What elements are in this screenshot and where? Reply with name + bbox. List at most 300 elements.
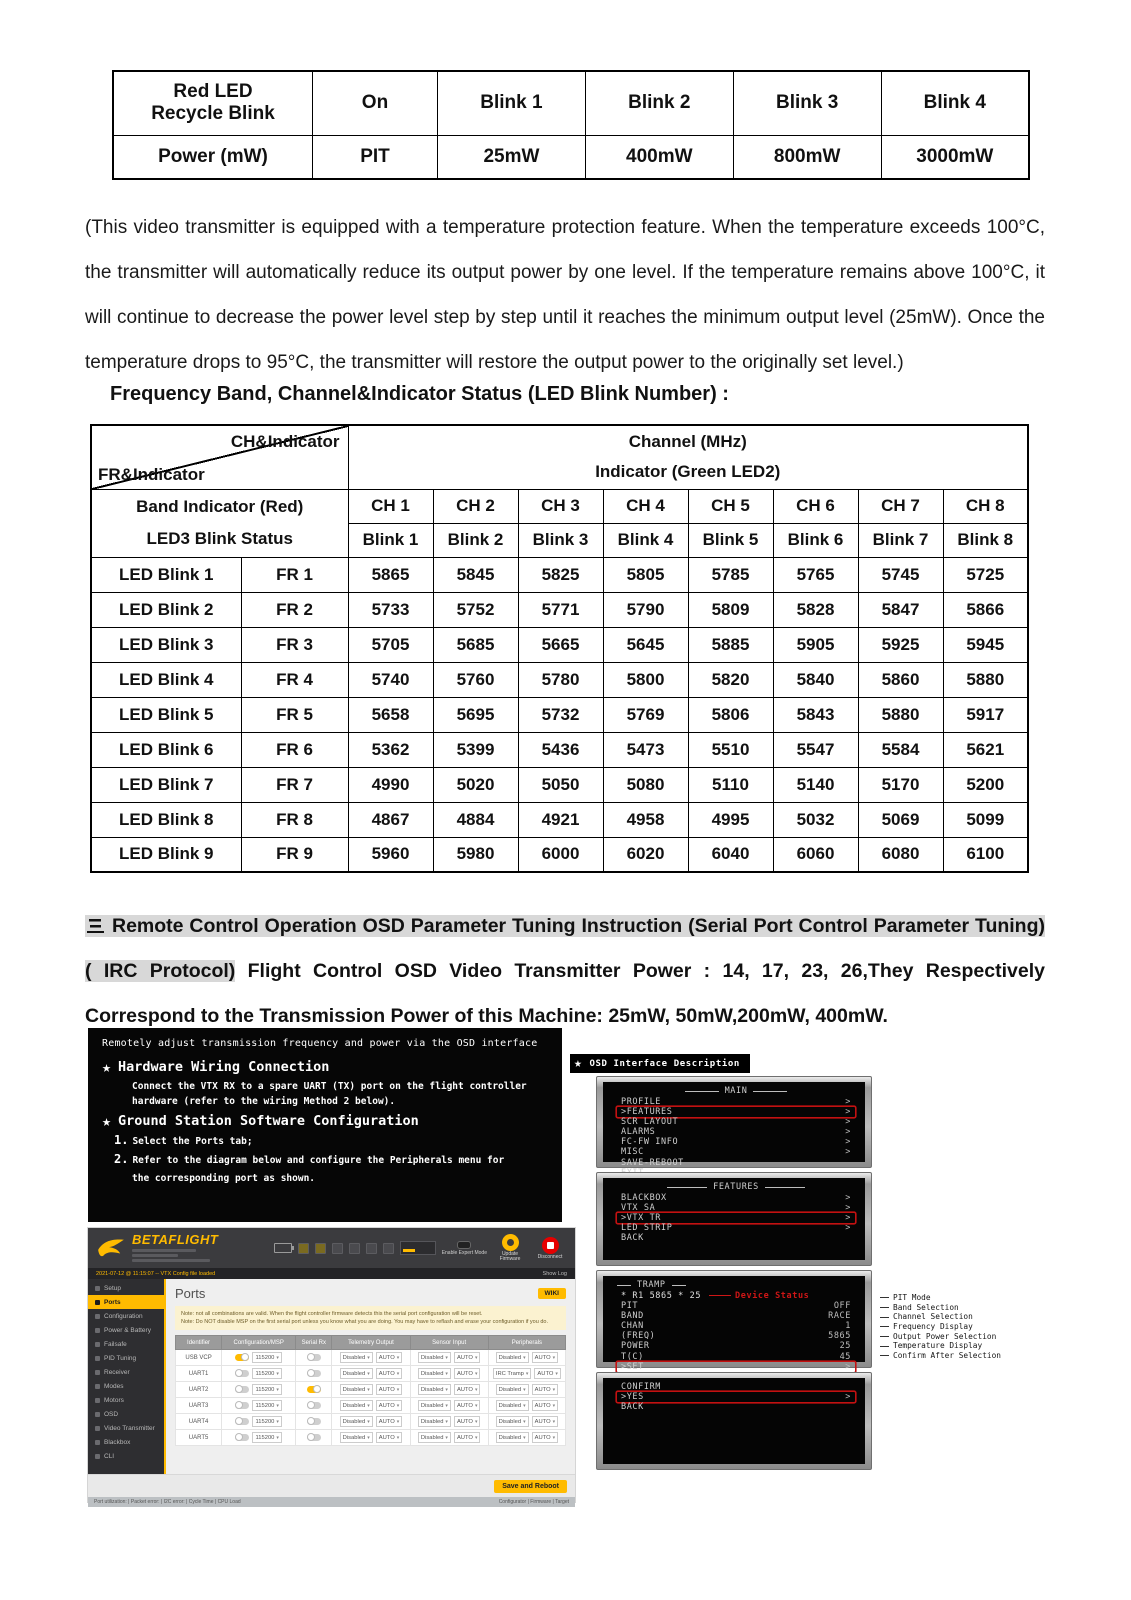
- caret-down-icon: ▾: [552, 1434, 556, 1441]
- frequency-cell: 5110: [688, 767, 773, 802]
- port-telemetry-cell: [332, 1414, 410, 1430]
- caret-down-icon: ▾: [523, 1354, 526, 1361]
- sensor-select[interactable]: [418, 1368, 451, 1379]
- frequency-cell: 5860: [858, 662, 943, 697]
- annotation-connector-line: [880, 1326, 889, 1327]
- frequency-cell: 4884: [433, 802, 518, 837]
- guide-groundstation-title: [102, 1113, 562, 1129]
- sensor-select-value: Disabled: [420, 1418, 444, 1425]
- caret-down-icon: ▾: [276, 1386, 279, 1393]
- serial-rx-cell: [296, 1430, 332, 1446]
- fr-band-cell: FR 6: [241, 732, 348, 767]
- frequency-cell: 5362: [348, 732, 433, 767]
- channel-header-line2: Indicator (Green LED2): [595, 462, 781, 482]
- freq-table-row: [91, 802, 1028, 837]
- osd-menu-item[interactable]: [617, 1147, 855, 1157]
- toggle-knob: [307, 1433, 315, 1441]
- freq-blink-header: Blink 8: [943, 523, 1028, 557]
- frequency-cell: 5050: [518, 767, 603, 802]
- osd-item-label: CONFIRM: [621, 1382, 662, 1392]
- sensor-baud-select[interactable]: [454, 1368, 481, 1379]
- peripherals-select-value: Disabled: [498, 1434, 522, 1441]
- peripherals-baud-select[interactable]: [532, 1352, 559, 1363]
- sensor-baud-select-value: AUTO: [456, 1418, 473, 1425]
- sensor-select[interactable]: [418, 1416, 451, 1427]
- power-value-cell: 25mW: [438, 135, 586, 179]
- baud-select[interactable]: [252, 1432, 281, 1443]
- osd-item-label: SCR LAYOUT: [621, 1116, 679, 1127]
- frequency-cell: 5695: [433, 697, 518, 732]
- caret-down-icon: ▾: [276, 1354, 279, 1361]
- peripherals-select[interactable]: [496, 1400, 529, 1411]
- fr-band-cell: FR 8: [241, 802, 348, 837]
- telemetry-baud-select[interactable]: [376, 1352, 403, 1363]
- ports-table-header: [176, 1336, 566, 1350]
- frequency-cell: 5771: [518, 592, 603, 627]
- section3-highlight-text: Remote Control Operation OSD Parameter Tuning Instruction (Serial Port Control Parameter Tuning) ( IRC Protocol): [85, 914, 1045, 982]
- peripherals-select-value: IRC Tramp: [495, 1370, 524, 1377]
- frequency-cell: 5843: [773, 697, 858, 732]
- freq-blink-header: Blink 1: [348, 523, 433, 557]
- ports-notes-box: [175, 1306, 566, 1330]
- betaflight-window: [88, 1228, 575, 1505]
- baud-select[interactable]: [252, 1400, 281, 1411]
- sidebar-item-icon: [95, 1398, 100, 1403]
- telemetry-baud-select[interactable]: [376, 1400, 403, 1411]
- frequency-cell: 6000: [518, 837, 603, 872]
- guide-intro: Remotely adjust transmission frequency and power via the OSD interface: [102, 1038, 538, 1049]
- baud-select[interactable]: [252, 1352, 281, 1363]
- frequency-cell: 5473: [603, 732, 688, 767]
- freq-table-row: [91, 697, 1028, 732]
- peripherals-baud-select-value: AUTO: [534, 1354, 551, 1361]
- betaflight-header: [88, 1228, 575, 1268]
- caret-down-icon: ▾: [523, 1418, 526, 1425]
- osd-menu-item[interactable]: [617, 1097, 855, 1107]
- osd-menu-item[interactable]: [617, 1382, 855, 1392]
- osd-item-value: >: [845, 1361, 851, 1372]
- telemetry-select[interactable]: [340, 1352, 373, 1363]
- save-and-reboot-button[interactable]: Save and Reboot: [494, 1480, 567, 1493]
- peripherals-baud-select-value: AUTO: [534, 1402, 551, 1409]
- port-sensor-cell: [410, 1366, 488, 1382]
- led-blink-cell: LED Blink 3: [91, 627, 241, 662]
- power-table-power-row: [113, 135, 1029, 179]
- guide-hardware-title: [102, 1059, 562, 1075]
- port-peripherals-cell: [488, 1430, 565, 1446]
- osd-interface-label-text: OSD Interface Description: [589, 1058, 740, 1069]
- port-config-cell: [222, 1398, 296, 1414]
- frequency-cell: 5705: [348, 627, 433, 662]
- baud-select-value: 115200: [255, 1434, 275, 1441]
- power-value-cell: PIT: [313, 135, 438, 179]
- led-blink-cell: LED Blink 1: [91, 557, 241, 592]
- freq-table-row: [91, 627, 1028, 662]
- peripherals-baud-select[interactable]: [532, 1384, 559, 1395]
- tramp-annotation: [880, 1332, 1001, 1342]
- osd-menu-item[interactable]: [617, 1127, 855, 1137]
- osd-menu-item[interactable]: [617, 1117, 855, 1127]
- frequency-cell: 5685: [433, 627, 518, 662]
- sidebar-item-blackbox[interactable]: [88, 1435, 164, 1449]
- sensor-select-value: Disabled: [420, 1354, 444, 1361]
- sidebar-item-motors[interactable]: [88, 1393, 164, 1407]
- power-state-cell: Blink 3: [733, 71, 881, 135]
- tramp-annotation: [880, 1293, 1001, 1303]
- port-peripherals-cell: [488, 1350, 565, 1366]
- betaflight-main: [166, 1279, 575, 1474]
- osd-menu-item[interactable]: [617, 1137, 855, 1147]
- sidebar-item-label: OSD: [104, 1410, 119, 1418]
- ports-table-body: [176, 1350, 566, 1446]
- sidebar-item-label: Failsafe: [104, 1340, 127, 1348]
- osd-menu-item[interactable]: [617, 1213, 855, 1223]
- freq-ch-header: CH 5: [688, 489, 773, 523]
- frequency-cell: 5733: [348, 592, 433, 627]
- osd-menu-item[interactable]: [617, 1301, 855, 1311]
- ports-table-row: [176, 1366, 566, 1382]
- frequency-cell: 5865: [348, 557, 433, 592]
- telemetry-select[interactable]: [340, 1400, 373, 1411]
- sidebar-item-icon: [95, 1314, 100, 1319]
- dash-line: [753, 1091, 787, 1092]
- peripherals-select[interactable]: [496, 1352, 529, 1363]
- port-sensor-cell: [410, 1350, 488, 1366]
- osd-menu-item[interactable]: [617, 1223, 855, 1233]
- telemetry-baud-select[interactable]: [376, 1432, 403, 1443]
- sensor-baud-select[interactable]: [454, 1432, 481, 1443]
- subtext-bar: [132, 1254, 178, 1257]
- port-telemetry-cell: [332, 1430, 410, 1446]
- annotation-text: Confirm After Selection: [893, 1351, 1001, 1361]
- frequency-cell: 6060: [773, 837, 858, 872]
- sensor-select[interactable]: [418, 1432, 451, 1443]
- toggle-knob: [307, 1401, 315, 1409]
- channel-header-line1: Channel (MHz): [628, 432, 747, 452]
- sensor-baud-select[interactable]: [454, 1352, 481, 1363]
- peripherals-baud-select[interactable]: [532, 1416, 559, 1427]
- sidebar-item-failsafe[interactable]: [88, 1337, 164, 1351]
- osd-item-label: CHAN: [621, 1321, 644, 1332]
- tramp-annotation: [880, 1351, 1001, 1361]
- telemetry-select-value: Disabled: [342, 1418, 366, 1425]
- frequency-cell: 5658: [348, 697, 433, 732]
- freq-ch-header: CH 8: [943, 489, 1028, 523]
- port-peripherals-cell: [488, 1366, 565, 1382]
- frequency-cell: 5732: [518, 697, 603, 732]
- telemetry-baud-select[interactable]: [376, 1416, 403, 1427]
- serial-rx-toggle[interactable]: [307, 1434, 321, 1441]
- sidebar-item-power-battery[interactable]: [88, 1323, 164, 1337]
- osd-screen-confirm: [603, 1378, 865, 1464]
- frequency-cell: 5790: [603, 592, 688, 627]
- show-log-button[interactable]: Show Log: [542, 1270, 567, 1277]
- osd-monitor-confirm: [596, 1372, 872, 1470]
- peripherals-select-value: Disabled: [498, 1418, 522, 1425]
- sidebar-item-pid-tuning[interactable]: [88, 1351, 164, 1365]
- frequency-cell: 4990: [348, 767, 433, 802]
- osd-tramp-title-text: TRAMP: [637, 1280, 666, 1290]
- serial-rx-toggle[interactable]: [307, 1418, 321, 1425]
- sidebar-item-video-transmitter[interactable]: [88, 1421, 164, 1435]
- fr-band-cell: FR 3: [241, 627, 348, 662]
- sidebar-item-icon: [95, 1454, 100, 1459]
- sidebar-item-setup[interactable]: [88, 1281, 164, 1295]
- osd-item-label: SAVE-REBOOT: [621, 1157, 684, 1168]
- led-blink-cell: LED Blink 5: [91, 697, 241, 732]
- update-firmware-button[interactable]: [493, 1234, 527, 1262]
- osd-menu-item[interactable]: [617, 1107, 855, 1117]
- sidebar-item-modes[interactable]: [88, 1379, 164, 1393]
- power-state-cell: Blink 1: [438, 71, 586, 135]
- peripherals-select[interactable]: [493, 1368, 532, 1379]
- caret-down-icon: ▾: [445, 1434, 448, 1441]
- ports-column-header: Peripherals: [488, 1336, 565, 1350]
- osd-menu-item[interactable]: [617, 1203, 855, 1213]
- msp-toggle[interactable]: [235, 1434, 249, 1441]
- telemetry-select[interactable]: [340, 1416, 373, 1427]
- sensor-baud-select[interactable]: [454, 1384, 481, 1395]
- osd-item-label: PIT: [621, 1300, 639, 1311]
- caret-down-icon: ▾: [396, 1402, 400, 1409]
- expert-mode-control[interactable]: [442, 1241, 487, 1256]
- dash-line: [685, 1091, 719, 1092]
- guide-hardware-body1: Connect the VTX RX to a spare UART (TX) port on the flight controller: [132, 1081, 527, 1092]
- gyro-sensor-icon: [298, 1243, 309, 1254]
- frequency-cell: 5806: [688, 697, 773, 732]
- toggle-knob: [313, 1385, 321, 1393]
- peripherals-select-value: Disabled: [498, 1354, 522, 1361]
- osd-menu-item[interactable]: [617, 1402, 855, 1412]
- baud-select-value: 115200: [255, 1402, 275, 1409]
- freq-ch-header: CH 6: [773, 489, 858, 523]
- sidebar-item-label: Configuration: [104, 1312, 143, 1320]
- sidebar-item-osd[interactable]: [88, 1407, 164, 1421]
- star-icon: ★: [574, 1056, 583, 1071]
- peripherals-baud-select-value: AUTO: [534, 1418, 551, 1425]
- baud-select[interactable]: [252, 1416, 281, 1427]
- frequency-cell: 5828: [773, 592, 858, 627]
- osd-item-label: (FREQ): [621, 1331, 656, 1342]
- telemetry-baud-select-value: AUTO: [378, 1402, 395, 1409]
- frequency-cell: 6080: [858, 837, 943, 872]
- sidebar-item-label: Motors: [104, 1396, 124, 1404]
- msp-toggle[interactable]: [235, 1386, 249, 1393]
- frequency-cell: 4958: [603, 802, 688, 837]
- baud-select-value: 115200: [255, 1386, 275, 1393]
- led-blink-cell: LED Blink 2: [91, 592, 241, 627]
- caret-down-icon: ▾: [396, 1386, 400, 1393]
- sensor-baud-select-value: AUTO: [456, 1434, 473, 1441]
- sidebar-item-icon: [95, 1286, 100, 1291]
- frequency-cell: 6040: [688, 837, 773, 872]
- expert-mode-toggle[interactable]: [457, 1241, 471, 1249]
- osd-menu-item[interactable]: [617, 1362, 855, 1372]
- frequency-cell: 5847: [858, 592, 943, 627]
- caret-down-icon: ▾: [445, 1370, 448, 1377]
- led-blink-cell: LED Blink 6: [91, 732, 241, 767]
- port-config-cell: [222, 1366, 296, 1382]
- peripherals-select[interactable]: [496, 1384, 529, 1395]
- telemetry-baud-select-value: AUTO: [378, 1418, 395, 1425]
- osd-menu-item[interactable]: [617, 1193, 855, 1203]
- sidebar-item-label: PID Tuning: [104, 1354, 137, 1362]
- osd-item-label: PROFILE: [621, 1096, 662, 1107]
- band-header-line1: Band Indicator (Red): [136, 497, 304, 516]
- sensor-baud-select[interactable]: [454, 1416, 481, 1427]
- freq-ch-header: CH 2: [433, 489, 518, 523]
- chevron-right-icon: >: [845, 1147, 851, 1158]
- disconnect-icon: [542, 1237, 559, 1254]
- frequency-cell: 5547: [773, 732, 858, 767]
- fr-band-cell: FR 1: [241, 557, 348, 592]
- caret-down-icon: ▾: [367, 1386, 370, 1393]
- serial-rx-toggle[interactable]: [307, 1386, 321, 1393]
- sidebar-item-label: Receiver: [104, 1368, 130, 1376]
- sensor-baud-select[interactable]: [454, 1400, 481, 1411]
- osd-item-label: VTX SA: [621, 1202, 656, 1213]
- sensor-select[interactable]: [418, 1400, 451, 1411]
- ports-title-row: [175, 1286, 566, 1301]
- sidebar-item-cli[interactable]: [88, 1449, 164, 1463]
- caret-down-icon: ▾: [396, 1418, 400, 1425]
- toggle-knob: [307, 1369, 315, 1377]
- frequency-cell: 5840: [773, 662, 858, 697]
- betaflight-footer: [88, 1474, 575, 1497]
- frequency-cell: 5805: [603, 557, 688, 592]
- peripherals-select-value: Disabled: [498, 1386, 522, 1393]
- serial-rx-cell: [296, 1350, 332, 1366]
- baud-select[interactable]: [252, 1368, 281, 1379]
- osd-item-value: 5865: [828, 1331, 851, 1342]
- sensor-baud-select-value: AUTO: [456, 1386, 473, 1393]
- osd-tramp-menu: [617, 1301, 855, 1383]
- serial-rx-toggle[interactable]: [307, 1370, 321, 1377]
- osd-menu-item[interactable]: [617, 1158, 855, 1168]
- telemetry-baud-select[interactable]: [376, 1384, 403, 1395]
- baro-sensor-icon: [349, 1243, 360, 1254]
- annotation-connector-line: [880, 1297, 889, 1298]
- sensor-select[interactable]: [418, 1384, 451, 1395]
- osd-menu-item[interactable]: [617, 1341, 855, 1351]
- baud-select[interactable]: [252, 1384, 281, 1395]
- chevron-right-icon: >: [845, 1392, 851, 1403]
- freq-blink-header: Blink 3: [518, 523, 603, 557]
- osd-item-value: RACE: [828, 1310, 851, 1321]
- disconnect-button[interactable]: [533, 1237, 567, 1260]
- subtext-bar: [132, 1249, 196, 1252]
- frequency-cell: 5769: [603, 697, 688, 732]
- caret-down-icon: ▾: [367, 1370, 370, 1377]
- port-telemetry-cell: [332, 1398, 410, 1414]
- peripherals-baud-select[interactable]: [532, 1400, 559, 1411]
- osd-menu-item[interactable]: [617, 1233, 855, 1243]
- osd-item-label: MISC: [621, 1147, 644, 1158]
- guide-step2: [114, 1153, 562, 1167]
- peripherals-baud-select[interactable]: [532, 1432, 559, 1443]
- frequency-cell: 6100: [943, 837, 1028, 872]
- frequency-cell: 5880: [943, 662, 1028, 697]
- led-blink-cell: LED Blink 8: [91, 802, 241, 837]
- sidebar-item-configuration[interactable]: [88, 1309, 164, 1323]
- gps-sensor-icon: [366, 1243, 377, 1254]
- frequency-cell: 5099: [943, 802, 1028, 837]
- sensor-select-value: Disabled: [420, 1402, 444, 1409]
- frequency-cell: 5945: [943, 627, 1028, 662]
- msp-toggle[interactable]: [235, 1370, 249, 1377]
- sidebar-item-label: Power & Battery: [104, 1326, 151, 1334]
- power-state-cell: On: [313, 71, 438, 135]
- dataflash-indicator: [400, 1241, 436, 1255]
- osd-menu-item[interactable]: [617, 1321, 855, 1331]
- peripherals-select[interactable]: [496, 1416, 529, 1427]
- step1-number: 1.: [114, 1133, 129, 1147]
- msp-toggle[interactable]: [235, 1354, 249, 1361]
- serial-rx-toggle[interactable]: [307, 1354, 321, 1361]
- port-config-cell: [222, 1350, 296, 1366]
- caret-down-icon: ▾: [276, 1370, 279, 1377]
- telemetry-select[interactable]: [340, 1432, 373, 1443]
- sensor-select[interactable]: [418, 1352, 451, 1363]
- port-telemetry-cell: [332, 1366, 410, 1382]
- sidebar-item-receiver[interactable]: [88, 1365, 164, 1379]
- sensor-baud-select-value: AUTO: [456, 1402, 473, 1409]
- port-sensor-cell: [410, 1414, 488, 1430]
- ports-note2: Note: Do NOT disable MSP on the first serial port unless you know what you are doing. You may have to reflash and erase your configuration if you do.: [181, 1319, 548, 1325]
- tramp-annotations: [880, 1293, 1001, 1361]
- frequency-cell: 4921: [518, 802, 603, 837]
- wiki-button[interactable]: WIKI: [538, 1288, 566, 1299]
- serial-rx-toggle[interactable]: [307, 1402, 321, 1409]
- freq-ch-header: CH 7: [858, 489, 943, 523]
- frequency-cell: 5885: [688, 627, 773, 662]
- telemetry-baud-select[interactable]: [376, 1368, 403, 1379]
- osd-guide-panel: [88, 1028, 562, 1222]
- freq-blink-header: Blink 6: [773, 523, 858, 557]
- osd-menu-item[interactable]: [617, 1352, 855, 1362]
- peripherals-select[interactable]: [496, 1432, 529, 1443]
- caret-down-icon: ▾: [552, 1354, 556, 1361]
- annotation-text: Channel Selection: [893, 1312, 973, 1322]
- osd-menu-item[interactable]: [617, 1392, 855, 1402]
- msp-toggle[interactable]: [235, 1402, 249, 1409]
- telemetry-select[interactable]: [340, 1368, 373, 1379]
- peripherals-baud-select[interactable]: [534, 1368, 561, 1379]
- osd-item-label: >FEATURES: [621, 1106, 673, 1117]
- caret-down-icon: ▾: [396, 1434, 400, 1441]
- caret-down-icon: ▾: [396, 1354, 400, 1361]
- chevron-right-icon: >: [845, 1106, 851, 1117]
- mag-sensor-icon: [332, 1243, 343, 1254]
- chevron-right-icon: >: [845, 1202, 851, 1213]
- ports-table-row: [176, 1414, 566, 1430]
- freq-header-row1: [91, 425, 1028, 489]
- frequency-cell: 5032: [773, 802, 858, 837]
- osd-item-label: >VTX TR: [621, 1212, 662, 1223]
- sidebar-item-ports[interactable]: [88, 1295, 164, 1309]
- betaflight-logo-text: BETAFLIGHT: [132, 1232, 219, 1247]
- port-telemetry-cell: [332, 1382, 410, 1398]
- sensor-select-value: Disabled: [420, 1370, 444, 1377]
- subtext-bar: [132, 1259, 210, 1262]
- msp-toggle[interactable]: [235, 1418, 249, 1425]
- osd-item-label: BLACKBOX: [621, 1192, 667, 1203]
- telemetry-select[interactable]: [340, 1384, 373, 1395]
- betaflight-sidebar: [88, 1279, 166, 1474]
- osd-confirm-menu: [617, 1382, 855, 1413]
- osd-menu-item[interactable]: [617, 1311, 855, 1321]
- osd-menu-item[interactable]: [617, 1331, 855, 1341]
